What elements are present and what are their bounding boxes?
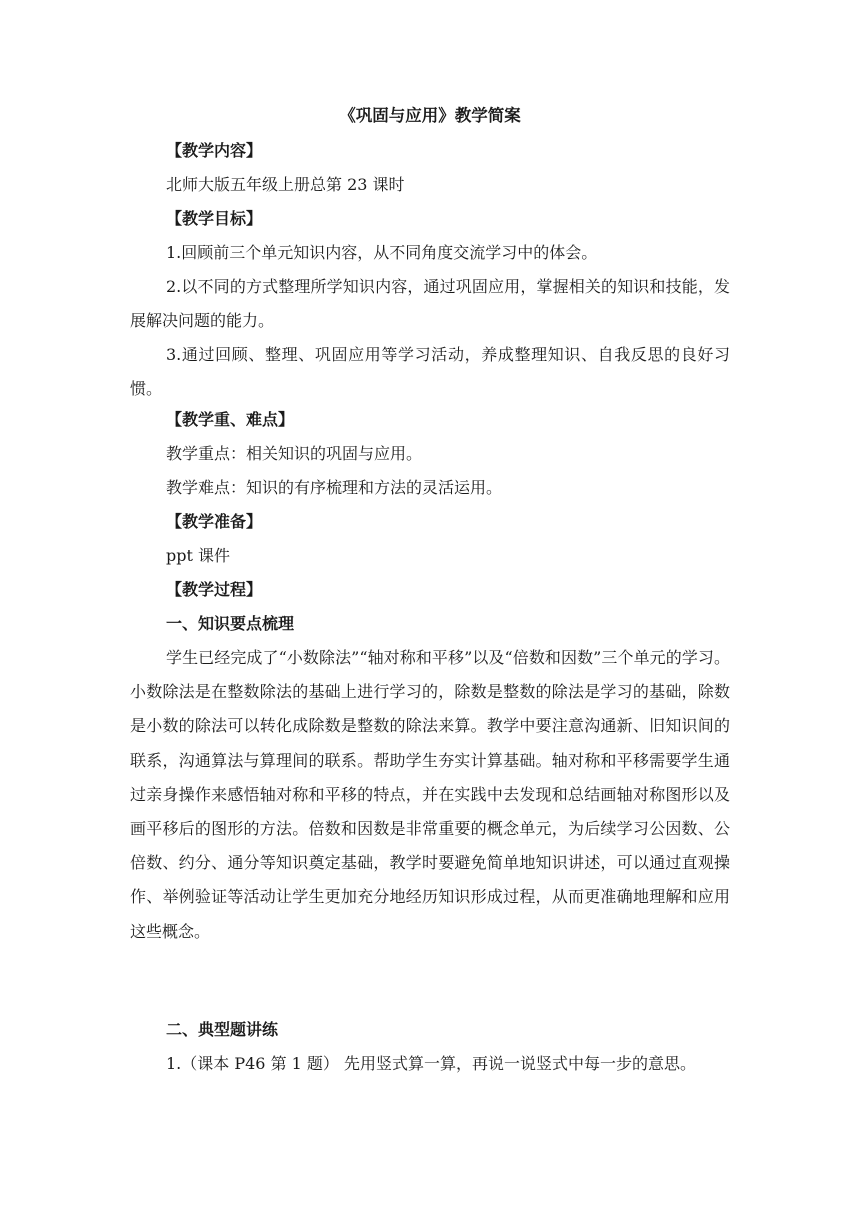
content-text: 北师大版五年级上册总第 23 课时: [166, 175, 405, 194]
preparation-heading: 【教学准备】: [166, 512, 263, 531]
process-heading: 【教学过程】: [166, 580, 263, 599]
key-point-focus: 教学重点：相关知识的巩固与应用。: [166, 444, 423, 463]
goal-item-3: 3.通过回顾、整理、巩固应用等学习活动，养成整理知识、自我反思的良好习惯。: [130, 345, 730, 399]
goal-item-1: 1.回顾前三个单元知识内容，从不同角度交流学习中的体会。: [166, 243, 598, 262]
part1-heading: 一、知识要点梳理: [166, 614, 295, 633]
part1-paragraph: 学生已经完成了“小数除法”“轴对称和平移”以及“倍数和因数”三个单元的学习。小数除法是在整数除法的基础上进行学习的，除数是整数的除法是学习的基础，除数是小数的除法可以转化成除数是整数的除法来算。教学中要注意沟通新、旧知识间的联系，沟通算法与算理间的联系。帮助学生夯实计算基础。轴对称和平移需要学生通过亲身操作来感悟轴对称和平移的特点，并在实践中去发现和总结画轴对称图形以及画平移后的图形的方法。倍数和因数是非常重要的概念单元，为后续学习公因数、公倍数、约分、通分等知识奠定基础，教学时要避免简单地知识讲述，可以通过直观操作、举例验证等活动让学生更加充分地经历知识形成过程，从而更准确地理解和应用这些概念。: [130, 648, 730, 941]
key-point-difficulty: 教学难点：知识的有序梳理和方法的灵活运用。: [166, 478, 503, 497]
preparation-text: ppt 课件: [166, 546, 231, 565]
key-points-heading: 【教学重、难点】: [166, 410, 295, 429]
goal-item-2: 2.以不同的方式整理所学知识内容，通过巩固应用，掌握相关的知识和技能，发展解决问题的能力。: [130, 277, 730, 331]
part2-heading: 二、典型题讲练: [166, 1020, 279, 1039]
goals-heading: 【教学目标】: [166, 209, 263, 228]
document-title: 《巩固与应用》教学简案: [339, 106, 521, 125]
part2-item-1: 1.（课本 P46 第 1 题） 先用竖式算一算，再说一说竖式中每一步的意思。: [166, 1054, 697, 1073]
content-heading: 【教学内容】: [166, 141, 263, 160]
